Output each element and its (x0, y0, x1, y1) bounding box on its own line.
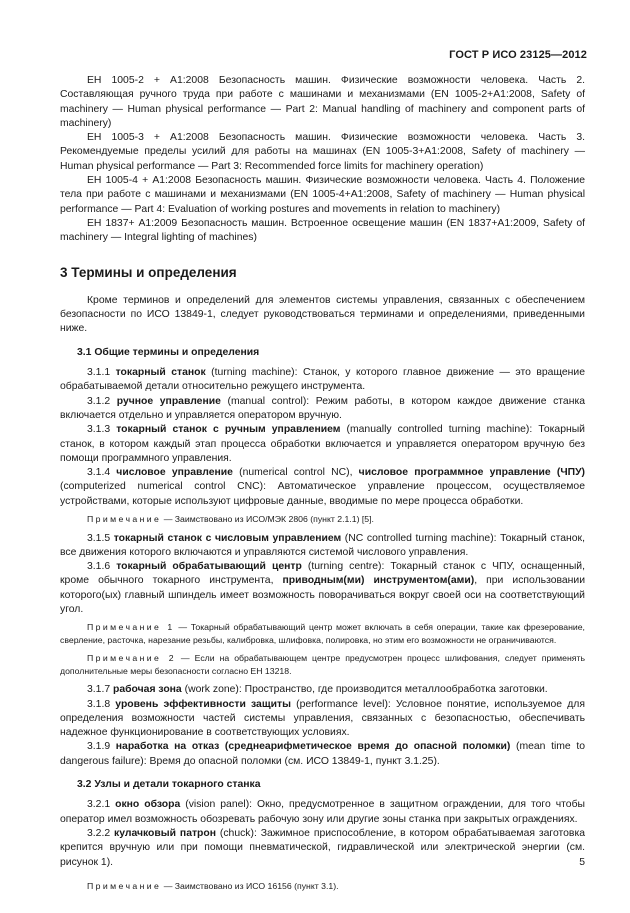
term-definition: (manual control): Режим работы, в котором каждое движение станка включается отдельно и управляется оператором вручную. (60, 395, 586, 421)
document-body (60, 74, 585, 898)
term-definition-part: (numerical control NC), (232, 467, 359, 479)
term-3-1-2 (60, 395, 585, 424)
term-definition: (performance level): Условное понятие, используемое для определения возможности частей системы управления, связанных с безопасностью, обеспечивать надежное функционирование в соответствующих условиях. (60, 698, 585, 739)
term-name: токарный станок (115, 367, 206, 379)
term-3-2-2 (60, 827, 585, 870)
standard-header: ГОСТ Р ИСО 23125—2012 (449, 49, 587, 61)
term-definition-part: (turning centre): Токарный станок с ЧПУ, оснащенный, кроме обычного токарного инструмента, (60, 561, 585, 587)
term-definition: , при использовании которого(ых) главный шпиндель имеет возможность поворачиваться вокруг своей оси на соответствующий угол. (60, 575, 586, 615)
term-name: токарный станок с ручным управлением (116, 424, 341, 436)
reference-en-1005-3: ЕН 1005-3 + А1:2008 Безопасность машин. Физические возможности человека. Часть 3. Рекомендуемые пределы усилий для работы на машинах (EN 1005-3+A1:2008, Safety of machinery — Human physical performance — Part 3: Recommended force limits for machinery operation) (60, 132, 585, 172)
term-number: 3.1.1 (87, 367, 111, 379)
term-name-synonym: числовое программное управление (ЧПУ) (358, 467, 586, 479)
term-3-1-4 (60, 466, 585, 509)
note-3-1-6-1 (60, 621, 585, 646)
term-number: 3.1.5 (87, 532, 111, 544)
note-label: Примечание 1 (87, 622, 175, 633)
note-3-1-6-2 (60, 652, 585, 677)
note-text: — Заимствовано из ИСО/МЭК 2806 (пункт 2.1.1) [5]. (161, 514, 374, 525)
reference-en-1005-2: ЕН 1005-2 + А1:2008 Безопасность машин. Физические возможности человека. Часть 2. Составляющая ручного труда при работе с машинами и механизмами (EN 1005-2+A1:2008, Safety of machinery — Human physical performance — Part 2: Manual handling of machinery and component parts of machinery) (60, 75, 585, 129)
term-number: 3.2.1 (87, 799, 111, 811)
page-number: 5 (579, 857, 585, 868)
section-3-intro: Кроме терминов и определений для элементов системы управления, связанных с обеспечением безопасности по ИСО 13849-1, следует руководствоваться терминами и определениями, приведенными ниже. (60, 294, 585, 335)
note-label: Примечание (87, 514, 162, 525)
term-3-1-3 (60, 423, 585, 466)
term-3-1-7 (60, 683, 585, 697)
term-number: 3.1.6 (87, 561, 111, 573)
subsection-3-2-title: 3.2 Узлы и детали токарного станка (77, 779, 261, 791)
term-3-1-9 (60, 740, 585, 769)
term-name: окно обзора (115, 799, 181, 811)
term-3-1-5 (60, 532, 585, 561)
section-3-title: 3 Термины и определения (60, 264, 237, 280)
note-3-1-4 (60, 513, 585, 526)
term-definition: (computerized numerical control CNC): Автоматическое управление процессом, осуществляемое устройствами, которые используют цифровые данные, вводимые по мере процесса обработки. (60, 481, 585, 507)
term-name: ручное управление (116, 395, 221, 407)
note-text: — Заимствовано из ИСО 16156 (пункт 3.1). (161, 880, 339, 891)
term-3-1-1 (60, 366, 585, 395)
subsection-3-1-title: 3.1 Общие термины и определения (77, 346, 260, 358)
term-definition: (manually controlled turning machine): Токарный станок, в котором каждый этап процесса обработки включается и управляется оператором вручную без помощи программного управления. (60, 424, 585, 464)
term-number: 3.1.4 (87, 467, 111, 479)
term-3-1-6 (60, 560, 585, 617)
term-name: кулачковый патрон (114, 827, 217, 839)
term-name: числовое управление (116, 467, 233, 479)
term-definition: (work zone): Пространство, где производится металлообработка заготовки. (181, 684, 548, 696)
note-label: Примечание (87, 880, 162, 891)
term-definition: (NC controlled turning machine): Токарный станок, все движения которого включаются и управляются системой числового управления. (60, 532, 585, 558)
note-label: Примечание 2 (87, 653, 176, 664)
term-name: уровень эффективности защиты (115, 698, 291, 710)
term-number: 3.1.2 (87, 395, 111, 407)
term-number: 3.1.7 (87, 684, 111, 696)
term-number: 3.1.8 (87, 698, 111, 710)
reference-en-1005-4: ЕН 1005-4 + А1:2008 Безопасность машин. Физические возможности человека. Часть 4. Положение тела при работе с машинами и механизмами (EN 1005-4+A1:2008, Safety of machinery — Human physical performance — Part 4: Evaluation of working postures and movements in relation to machinery) (60, 175, 585, 215)
note-text: — Токарный обрабатывающий центр может включать в себя операции, такие как фрезерование, сверление, расточка, нарезание резьбы, калибровка, шлифовка, полировка, но этим его возможности не ограничиваются. (60, 622, 585, 645)
term-definition: (vision panel): Окно, предусмотренное в защитном ограждении, для того чтобы оператор имел возможность обозревать рабочую зону или другие зоны станка при закрытых ограждениях. (60, 799, 585, 825)
term-name: токарный станок с числовым управлением (113, 532, 342, 544)
term-definition: (turning machine): Станок, у которого главное движение — это вращение обрабатываемой детали относительно режущего инструмента. (60, 367, 585, 393)
term-definition: (chuck): Зажимное приспособление, в котором обрабатываемая заготовка крепится вручную или при помощи пневматической, гидравлической или электрической энергии (см. рисунок 1). (60, 827, 585, 868)
term-number: 3.2.2 (87, 827, 111, 839)
note-3-2-2 (60, 880, 585, 893)
term-number: 3.1.9 (87, 741, 111, 753)
note-text: — Если на обрабатывающем центре предусмотрен процесс шлифования, следует применять дополнительные меры безопасности согласно ЕН 13218. (60, 653, 585, 676)
term-name: наработка на отказ (среднеарифметическое время до опасной поломки) (115, 741, 511, 753)
term-3-1-8 (60, 698, 585, 741)
term-name-related: приводным(ми) инструментом(ами) (282, 575, 475, 587)
term-name: рабочая зона (113, 684, 182, 696)
term-name: токарный обрабатывающий центр (116, 561, 302, 573)
reference-en-1837: ЕН 1837+ А1:2009 Безопасность машин. Встроенное освещение машин (EN 1837+A1:2009, Safety of machinery — Integral lighting of machines) (60, 217, 585, 244)
term-3-2-1 (60, 798, 585, 827)
term-definition: (mean time to dangerous failure): Время до опасной поломки (см. ИСО 13849-1, пункт 3.1.25). (60, 741, 585, 767)
term-number: 3.1.3 (87, 424, 111, 436)
